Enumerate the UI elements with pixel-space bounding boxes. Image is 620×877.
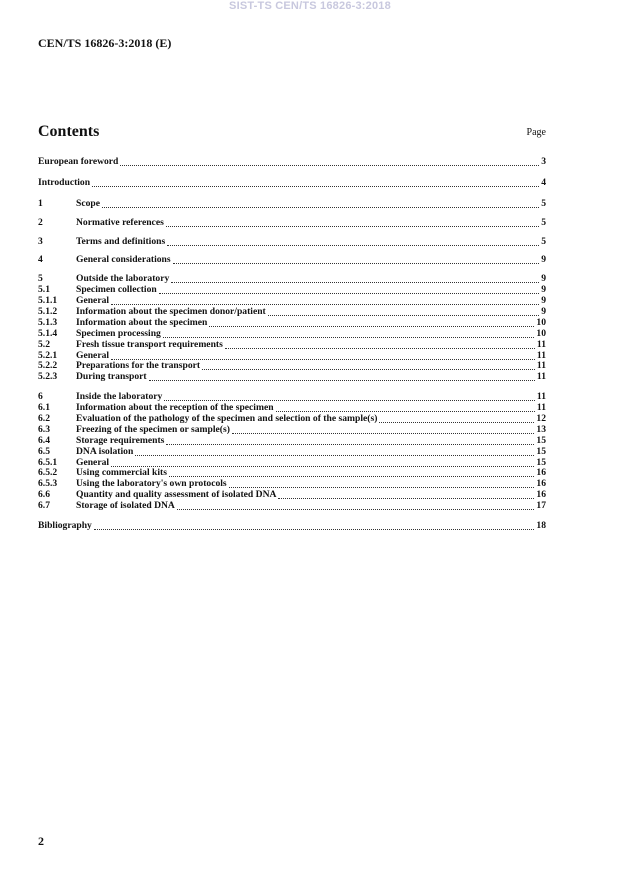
toc-entry-number: 6.5 <box>38 445 50 457</box>
toc-entry-number: 5.2.1 <box>38 349 58 361</box>
page-number: 2 <box>38 834 44 848</box>
toc-entry-number: 6.5.2 <box>38 467 58 479</box>
toc-entry-number: 2 <box>38 216 43 228</box>
toc-entry-number: 5 <box>38 273 43 285</box>
toc-leader-dots <box>163 337 535 338</box>
toc-entry-page: 11 <box>536 338 546 350</box>
toc-entry-number: 5.2.3 <box>38 371 58 383</box>
toc-entry-number: 6.6 <box>38 489 50 501</box>
toc-entry-number: 3 <box>38 235 43 247</box>
toc-entry-page: 12 <box>536 413 546 425</box>
toc-leader-dots <box>159 293 539 294</box>
toc-entry-title: General considerations <box>76 254 171 266</box>
toc-entry-page: 10 <box>536 327 546 339</box>
toc-entry-page: 11 <box>536 349 546 361</box>
toc-entry-title: Inside the laboratory <box>76 391 163 403</box>
toc-entry-page: 17 <box>536 500 546 512</box>
toc-entry-page: 9 <box>541 295 546 307</box>
toc-entry[interactable] <box>38 340 546 351</box>
toc-leader-dots <box>202 369 535 370</box>
toc-leader-dots <box>177 509 535 510</box>
toc-entry-page: 16 <box>536 467 546 479</box>
toc-entry-number: 5.2 <box>38 338 50 350</box>
table-of-contents <box>38 157 546 532</box>
toc-entry[interactable] <box>38 521 546 532</box>
toc-entry-title: Specimen processing <box>76 327 161 339</box>
toc-entry-number: 5.1.2 <box>38 306 58 318</box>
toc-entry[interactable] <box>38 218 546 229</box>
watermark: SIST-TS CEN/TS 16826-3:2018 <box>229 0 391 12</box>
toc-entry-number: 6.4 <box>38 434 50 446</box>
toc-entry[interactable] <box>38 285 546 296</box>
toc-entry-title: Scope <box>76 197 100 209</box>
toc-entry-number: 5.1.1 <box>38 295 58 307</box>
toc-leader-dots <box>135 455 534 456</box>
toc-entry-title: General <box>76 349 110 361</box>
toc-entry-title: Storage of isolated DNA <box>76 500 175 512</box>
toc-entry-page: 9 <box>541 254 546 266</box>
toc-entry-title: Preparations for the transport <box>76 360 201 372</box>
toc-entry-page: 9 <box>541 273 546 285</box>
toc-leader-dots <box>276 411 535 412</box>
toc-leader-dots <box>111 359 535 360</box>
toc-leader-dots <box>120 165 539 166</box>
toc-entry-title: Bibliography <box>38 520 92 532</box>
toc-entry-title: Using commercial kits <box>76 467 167 479</box>
contents-heading: Contents <box>38 123 100 140</box>
toc-leader-dots <box>167 245 539 246</box>
toc-entry-title: Information about the specimen <box>76 316 208 328</box>
toc-leader-dots <box>166 444 534 445</box>
toc-leader-dots <box>94 529 535 530</box>
page-column-label: Page <box>526 127 546 138</box>
toc-entry[interactable] <box>38 447 546 458</box>
toc-entry-title: Information about the specimen donor/patient <box>76 306 266 318</box>
toc-entry-title: Fresh tissue transport requirements <box>76 338 223 350</box>
toc-leader-dots <box>379 422 534 423</box>
toc-entry-page: 5 <box>541 216 546 228</box>
toc-entry-number: 6.5.3 <box>38 478 58 490</box>
toc-entry-page: 11 <box>536 402 546 414</box>
toc-entry-number: 4 <box>38 254 43 266</box>
toc-entry-title: Freezing of the specimen or sample(s) <box>76 423 230 435</box>
toc-entry-page: 10 <box>536 316 546 328</box>
toc-entry-page: 13 <box>536 423 546 435</box>
toc-entry-page: 15 <box>536 434 546 446</box>
toc-entry-page: 11 <box>536 391 546 403</box>
toc-entry-title: Storage requirements <box>76 434 165 446</box>
toc-entry-number: 6.5.1 <box>38 456 58 468</box>
toc-entry[interactable] <box>38 372 546 383</box>
toc-entry-number: 5.1.4 <box>38 327 58 339</box>
toc-entry-page: 3 <box>541 156 546 167</box>
toc-entry-title: Quantity and quality assessment of isolated DNA <box>76 489 277 501</box>
toc-entry-title: Introduction <box>38 176 91 188</box>
toc-entry-page: 4 <box>541 176 546 188</box>
toc-entry-page: 16 <box>536 478 546 490</box>
toc-entry-title: Using the laboratory's own protocols <box>76 478 227 490</box>
toc-leader-dots <box>171 282 539 283</box>
toc-entry-title: Normative references <box>76 216 164 228</box>
toc-entry-title: General <box>76 295 110 307</box>
toc-leader-dots <box>102 207 539 208</box>
toc-entry-number: 6 <box>38 391 43 403</box>
toc-entry-page: 16 <box>536 489 546 501</box>
toc-entry-number: 5.2.2 <box>38 360 58 372</box>
toc-leader-dots <box>166 226 539 227</box>
toc-entry-page: 15 <box>536 456 546 468</box>
toc-entry[interactable] <box>38 255 546 266</box>
toc-leader-dots <box>232 433 534 434</box>
toc-entry-title: Information about the reception of the specimen <box>76 402 274 414</box>
toc-entry-page: 5 <box>541 235 546 247</box>
toc-entry-page: 15 <box>536 445 546 457</box>
toc-entry[interactable] <box>38 501 546 512</box>
toc-leader-dots <box>173 263 540 264</box>
toc-entry-title: Terms and definitions <box>76 235 166 247</box>
toc-entry-number: 6.3 <box>38 423 50 435</box>
document-id: CEN/TS 16826-3:2018 (E) <box>38 36 172 50</box>
toc-leader-dots <box>225 348 535 349</box>
toc-entry[interactable] <box>38 178 546 189</box>
toc-entry-title: General <box>76 456 110 468</box>
toc-entry[interactable] <box>38 237 546 248</box>
toc-entry-number: 1 <box>38 197 43 209</box>
toc-entry-number: 5.1 <box>38 284 50 296</box>
toc-entry-number: 6.1 <box>38 402 50 414</box>
toc-entry-title: During transport <box>76 371 147 383</box>
toc-leader-dots <box>164 400 535 401</box>
toc-entry-page: 5 <box>541 197 546 209</box>
toc-leader-dots <box>268 315 539 316</box>
toc-entry-title: Outside the laboratory <box>76 273 170 285</box>
toc-entry-page: 9 <box>541 306 546 318</box>
toc-entry-number: 5.1.3 <box>38 316 58 328</box>
toc-leader-dots <box>92 186 539 187</box>
toc-leader-dots <box>111 466 534 467</box>
toc-leader-dots <box>229 487 535 488</box>
toc-entry-title: Specimen collection <box>76 284 157 296</box>
toc-leader-dots <box>149 380 535 381</box>
toc-entry-page: 9 <box>541 284 546 296</box>
toc-entry-number: 6.7 <box>38 500 50 512</box>
toc-entry-page: 11 <box>536 360 546 372</box>
toc-entry-page: 18 <box>536 520 546 532</box>
toc-leader-dots <box>169 476 534 477</box>
toc-entry[interactable] <box>38 157 546 168</box>
toc-leader-dots <box>278 498 534 499</box>
toc-entry-number: 6.2 <box>38 413 50 425</box>
toc-entry-title: Evaluation of the pathology of the specimen and selection of the sample(s) <box>76 413 378 425</box>
toc-leader-dots <box>209 326 534 327</box>
toc-leader-dots <box>111 304 539 305</box>
toc-entry[interactable] <box>38 199 546 210</box>
toc-entry-title: DNA isolation <box>76 445 134 457</box>
toc-entry-page: 11 <box>536 371 546 383</box>
toc-entry-title: European foreword <box>38 156 119 167</box>
